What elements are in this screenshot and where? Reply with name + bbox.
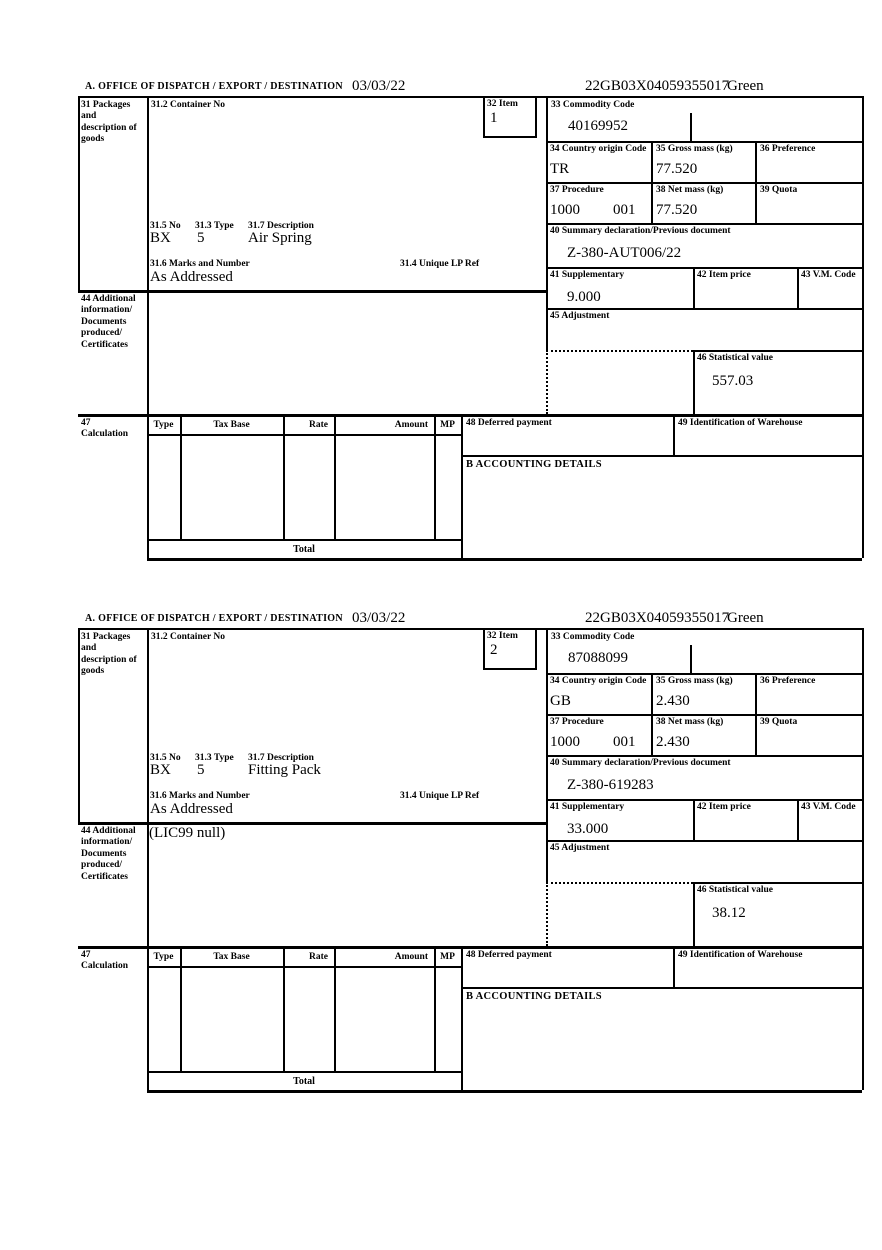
grid-line [434,414,436,539]
procedure-extra-value: 001 [613,734,636,750]
supplementary-value: 33.000 [567,821,609,837]
gross-mass-value: 2.430 [656,693,690,709]
additional-info-value: (LIC99 null) [149,825,226,841]
movement-reference: 22GB03X04059355017 [585,78,730,94]
accounting-details-label: B ACCOUNTING DETAILS [466,991,602,1002]
grid-line [693,799,695,840]
item-price-label: 42 Item price [697,802,751,812]
supplementary-label: 41 Supplementary [550,270,625,280]
total-label: Total [293,1076,315,1087]
grid-line [483,668,537,670]
net-mass-value: 2.430 [656,734,690,750]
grid-line [147,539,461,541]
grid-line [78,96,862,98]
grid-line [673,414,675,455]
commodity-code-label: 33 Commodity Code [551,632,635,642]
statistical-value-label: 46 Statistical value [697,353,773,363]
box31-label: 31 Packages and description of goods [81,100,137,145]
preference-label: 36 Preference [760,144,816,154]
statistical-value: 557.03 [712,373,754,389]
calc-col-mp: MP [440,952,455,962]
net-mass-label: 38 Net mass (kg) [656,185,724,195]
grid-line [180,414,182,539]
origin-code-value: TR [550,161,570,177]
grid-line [78,628,80,824]
grid-line [862,96,864,558]
marks-value: As Addressed [150,801,233,817]
grid-line [483,628,485,668]
grid-line [147,628,149,1090]
vm-code-label: 43 V.M. Code [801,270,856,280]
box47-label: 47 Calculation [81,418,128,440]
gross-mass-label: 35 Gross mass (kg) [656,676,733,686]
grid-line [147,558,862,561]
grid-line [546,714,862,716]
grid-line [546,755,862,757]
calc-col-type: Type [153,420,174,430]
procedure-label: 37 Procedure [550,717,604,727]
description-value: Fitting Pack [248,762,321,778]
item-price-label: 42 Item price [697,270,751,280]
package-type-label: 31.3 Type [195,753,234,763]
origin-code-label: 34 Country origin Code [550,676,647,686]
procedure-extra-value: 001 [613,202,636,218]
grid-line [334,414,336,539]
vm-code-label: 43 V.M. Code [801,802,856,812]
total-label: Total [293,544,315,555]
commodity-code-label: 33 Commodity Code [551,100,635,110]
origin-code-label: 34 Country origin Code [550,144,647,154]
box47-label: 47 Calculation [81,950,128,972]
calc-col-amount: Amount [394,952,428,962]
unique-lp-ref-label: 31.4 Unique LP Ref [400,259,480,269]
grid-line [78,96,80,292]
grid-line [693,882,695,946]
grid-line [283,946,285,1071]
supplementary-value: 9.000 [567,289,601,305]
grid-line [147,96,149,558]
grid-line [546,223,862,225]
grid-line [546,141,862,143]
warehouse-id-label: 49 Identification of Warehouse [678,950,803,960]
box44-label: 44 Additional information/ Documents produced/ Certificates [81,294,136,350]
package-type-value: 5 [197,762,205,778]
container-no-label: 31.2 Container No [151,100,225,110]
grid-line [546,182,862,184]
routing-status: Green [727,78,764,94]
warehouse-id-label: 49 Identification of Warehouse [678,418,803,428]
item-label: 32 Item [487,631,518,641]
deferred-payment-label: 48 Deferred payment [466,950,552,960]
grid-line [693,350,695,414]
grid-line [483,136,537,138]
previous-document-value: Z-380-619283 [567,777,654,793]
package-no-label: 31.5 No [150,753,181,763]
item-label: 32 Item [487,99,518,109]
container-no-label: 31.2 Container No [151,632,225,642]
dotted-line [546,882,548,946]
grid-line [546,673,862,675]
item-number: 1 [490,110,498,126]
grid-line [693,882,862,884]
package-no-value: BX [150,230,171,246]
routing-status: Green [727,610,764,626]
package-no-value: BX [150,762,171,778]
grid-line [546,840,862,842]
calc-col-rate: Rate [309,420,328,430]
net-mass-label: 38 Net mass (kg) [656,717,724,727]
grid-line [283,414,285,539]
declaration-date: 03/03/22 [352,78,406,94]
description-label: 31.7 Description [248,753,314,763]
package-type-label: 31.3 Type [195,221,234,231]
commodity-code-value: 87088099 [568,650,628,666]
grid-line [180,946,182,1071]
gross-mass-label: 35 Gross mass (kg) [656,144,733,154]
grid-line [535,96,537,138]
marks-label: 31.6 Marks and Number [150,791,250,801]
commodity-code-value: 40169952 [568,118,628,134]
supplementary-label: 41 Supplementary [550,802,625,812]
office-of-dispatch-label: A. OFFICE OF DISPATCH / EXPORT / DESTINATION [85,81,343,92]
grid-line [693,350,862,352]
grid-line [461,455,862,457]
description-value: Air Spring [248,230,312,246]
calc-col-taxbase: Tax Base [213,420,250,430]
box31-label: 31 Packages and description of goods [81,632,137,677]
declaration-item-section-1 [0,78,882,564]
statistical-value-label: 46 Statistical value [697,885,773,895]
procedure-label: 37 Procedure [550,185,604,195]
item-number: 2 [490,642,498,658]
grid-line [461,946,463,1090]
grid-line [546,267,862,269]
adjustment-label: 45 Adjustment [550,311,610,321]
net-mass-value: 77.520 [656,202,698,218]
previous-document-value: Z-380-AUT006/22 [567,245,682,261]
declaration-item-section-2 [0,610,882,1096]
grid-line [147,434,461,436]
grid-line [461,987,862,989]
grid-line [546,799,862,801]
calc-col-taxbase: Tax Base [213,952,250,962]
marks-value: As Addressed [150,269,233,285]
quota-label: 39 Quota [760,185,798,195]
grid-line [461,414,463,558]
box44-label: 44 Additional information/ Documents produced/ Certificates [81,826,136,882]
office-of-dispatch-label: A. OFFICE OF DISPATCH / EXPORT / DESTINATION [85,613,343,624]
grid-line [334,946,336,1071]
grid-line [78,290,546,293]
grid-line [862,628,864,1090]
grid-line [147,966,461,968]
calc-col-mp: MP [440,420,455,430]
grid-line [78,946,862,949]
package-type-value: 5 [197,230,205,246]
dotted-line [546,882,693,884]
description-label: 31.7 Description [248,221,314,231]
calc-col-type: Type [153,952,174,962]
unique-lp-ref-label: 31.4 Unique LP Ref [400,791,480,801]
statistical-value: 38.12 [712,905,746,921]
movement-reference: 22GB03X04059355017 [585,610,730,626]
grid-line [546,308,862,310]
deferred-payment-label: 48 Deferred payment [466,418,552,428]
previous-document-label: 40 Summary declaration/Previous document [550,758,731,768]
procedure-value: 1000 [550,202,580,218]
preference-label: 36 Preference [760,676,816,686]
grid-line [797,267,799,308]
grid-line [693,267,695,308]
grid-line [673,946,675,987]
grid-line [78,628,862,630]
grid-line [535,628,537,670]
adjustment-label: 45 Adjustment [550,843,610,853]
calc-col-amount: Amount [394,420,428,430]
origin-code-value: GB [550,693,571,709]
grid-line [797,799,799,840]
gross-mass-value: 77.520 [656,161,698,177]
grid-line [690,645,692,673]
accounting-details-label: B ACCOUNTING DETAILS [466,459,602,470]
grid-line [434,946,436,1071]
dotted-line [546,350,693,352]
dotted-line [546,350,548,414]
grid-line [690,113,692,141]
package-no-label: 31.5 No [150,221,181,231]
declaration-date: 03/03/22 [352,610,406,626]
quota-label: 39 Quota [760,717,798,727]
calc-col-rate: Rate [309,952,328,962]
procedure-value: 1000 [550,734,580,750]
previous-document-label: 40 Summary declaration/Previous document [550,226,731,236]
marks-label: 31.6 Marks and Number [150,259,250,269]
grid-line [483,96,485,136]
grid-line [147,1090,862,1093]
grid-line [78,414,862,417]
grid-line [147,1071,461,1073]
